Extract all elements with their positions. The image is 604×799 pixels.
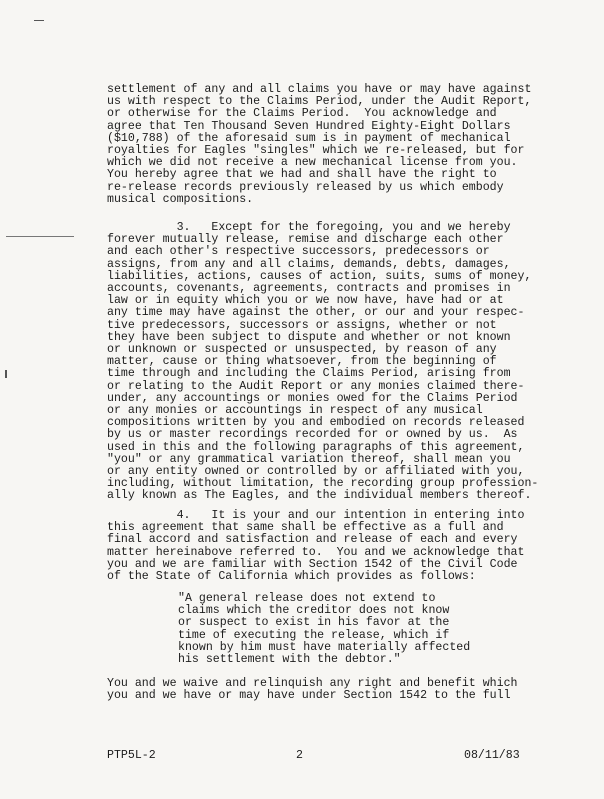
text-line: time through and including the Claims Period, arising from (107, 367, 511, 381)
text-line: 4. It is your and our intention in entering into (107, 509, 525, 522)
text-line: of the State of California which provides as follows: (107, 570, 476, 583)
scan-mark-left-margin (6, 236, 74, 237)
text-line: or otherwise for the Claims Period. You acknowledge and (107, 107, 497, 121)
text-line: 3. Except for the foregoing, you and we hereby (107, 221, 511, 234)
scan-mark-left-edge (5, 370, 7, 378)
text-line: which we did not receive a new mechanical license from you. (107, 156, 518, 170)
text-line: musical compositions. (107, 192, 254, 206)
footer-doc-code: PTP5L-2 (107, 749, 156, 762)
text-line: accounts, covenants, agreements, contracts and promises in (107, 282, 511, 295)
text-line: or suspect to exist in his favor at the (178, 616, 450, 630)
text-line: You and we waive and relinquish any right and benefit which (107, 677, 518, 690)
text-line: by us or master recordings recorded for or owned by us. As (107, 428, 518, 442)
text-line: under, any accountings or monies owed for the Claims Period (107, 391, 518, 405)
text-line: or any entity owned or controlled by or affiliated with you, (107, 465, 525, 478)
footer-date: 08/11/83 (464, 749, 520, 762)
text-line: settlement of any and all claims you have or may have against (107, 83, 532, 96)
text-line: matter, cause or thing whatsoever, from the beginning of (107, 355, 497, 369)
text-line: liabilities, actions, causes of action, suits, sums of money, (107, 269, 532, 283)
scan-mark-top-left (34, 20, 44, 21)
text-line: matter hereinabove referred to. You and we acknowledge that (107, 545, 525, 559)
text-line: assigns, from any and all claims, demands, debts, damages, (107, 257, 511, 271)
text-line: including, without limitation, the recording group profession- (107, 477, 539, 491)
text-line: or relating to the Audit Report or any monies claimed there- (107, 379, 525, 393)
text-line: used in this and the following paragraphs of this agreement, (107, 440, 525, 454)
text-line: royalties for Eagles "singles" which we re-released, but for (107, 144, 525, 157)
text-line: time of executing the release, which if (178, 628, 450, 642)
text-line: forever mutually release, remise and discharge each other (107, 233, 504, 247)
text-line: or any monies or accountings in respect of any musical (107, 404, 483, 417)
text-line: "you" or any grammatical variation thereof, shall mean you (107, 452, 511, 466)
text-line: any time may have against the other, or our and your respec- (107, 306, 525, 320)
text-line: "A general release does not extend to (178, 592, 436, 605)
text-line: his settlement with the debtor." (178, 653, 401, 666)
text-line: us with respect to the Claims Period, under the Audit Report, (107, 95, 532, 109)
text-line: final accord and satisfaction and release of each and every (107, 533, 518, 547)
text-line: known by him must have materially affected (178, 640, 471, 654)
text-line: they have been subject to dispute and whether or not known (107, 330, 511, 344)
text-line: claims which the creditor does not know (178, 604, 450, 618)
text-line: ($10,788) of the aforesaid sum is in payment of mechanical (107, 131, 511, 145)
text-line: this agreement that same shall be effective as a full and (107, 521, 504, 535)
text-line: you and we have or may have under Section 1542 to the full (107, 689, 511, 703)
text-line: you and we are familiar with Section 1542 of the Civil Code (107, 557, 518, 571)
text-line: and each other's respective successors, predecessors or (107, 245, 490, 259)
text-line: You hereby agree that we had and shall have the right to (107, 168, 497, 182)
text-line: compositions written by you and embodied on records released (107, 416, 525, 430)
footer-page-number: 2 (296, 749, 303, 762)
text-line: agree that Ten Thousand Seven Hundred Eighty-Eight Dollars (107, 119, 511, 133)
text-line: ally known as The Eagles, and the individual members thereof. (107, 489, 532, 503)
text-line: law or in equity which you or we now have, have had or at (107, 294, 504, 308)
text-line: re-release records previously released by us which embody (107, 180, 504, 194)
text-line: or unknown or suspected or unsuspected, by reason of any (107, 343, 497, 356)
text-line: tive predecessors, successors or assigns, whether or not (107, 318, 497, 332)
